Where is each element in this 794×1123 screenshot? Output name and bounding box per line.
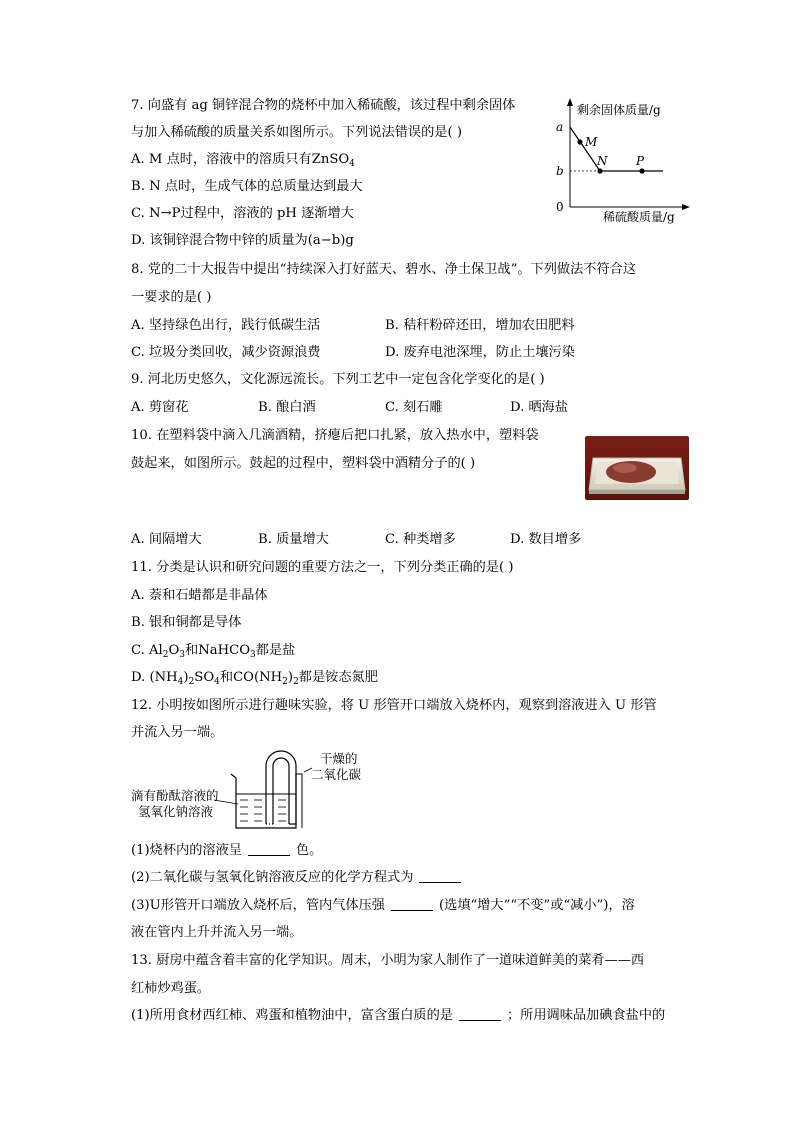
q7-stem-line1: 7. 向盛有 ag 铜锌混合物的烧杯中加入稀硫酸，该过程中剩余固体	[131, 98, 516, 113]
q11-c-part: 和NaHCO	[185, 643, 251, 658]
q12-part3-line2: 液在管内上升并流入另一端。	[131, 925, 303, 940]
graph-m-label: M	[585, 135, 598, 149]
q8-option-c: C. 垃圾分类回收，减少资源浪费	[131, 345, 321, 360]
q12-part3-text: (3)U形管开口端放入烧杯后，管内气体压强	[131, 898, 385, 913]
q9-option-a: A. 剪窗花	[131, 400, 189, 415]
q13-part1	[131, 1007, 665, 1025]
q9-option-b: B. 酿白酒	[258, 400, 316, 415]
q11-option-b: B. 银和铜都是导体	[131, 615, 242, 630]
diagram-label-co2-2: 二氧化碳	[311, 767, 362, 782]
q7-option-d: D. 该铜锌混合物中锌的质量为(a−b)g	[131, 233, 354, 248]
q10-option-b: B. 质量增大	[258, 532, 329, 547]
q11-option-c	[131, 642, 295, 664]
q12-part3-text-end: (选填“增大”“不变”或“减小”)，溶	[438, 898, 635, 913]
q12-part2-blank[interactable]	[419, 870, 461, 883]
q12-part2	[131, 869, 467, 887]
q12-part1-text-end: 色。	[296, 843, 323, 858]
q11-c-part: C. Al	[131, 643, 163, 658]
q8-option-b: B. 秸秆粉碎还田，增加农田肥料	[385, 318, 575, 333]
q7-graph	[545, 92, 695, 227]
q11-d-part: 和CO(NH	[219, 670, 283, 685]
q11-d-part: SO	[194, 670, 215, 685]
q11-c-sub: 3	[179, 650, 186, 660]
q13-stem-line2: 红柿炒鸡蛋。	[131, 981, 211, 996]
q11-c-sub: 2	[162, 650, 169, 660]
graph-point-n	[597, 168, 602, 173]
q11-option-d	[131, 669, 378, 691]
plastic-bag-photo	[585, 436, 689, 500]
q12-apparatus-diagram	[128, 744, 378, 834]
q13-stem-line1: 13. 厨房中蕴含着丰富的化学知识。周末，小明为家人制作了一道味道鲜美的菜肴——西	[131, 953, 645, 968]
graph-point-m	[577, 139, 582, 144]
q12-part3	[131, 897, 635, 915]
q11-c-sub: 3	[250, 650, 256, 660]
q10-stem-line1: 10. 在塑料袋中滴入几滴酒精，挤瘪后把口扎紧，放入热水中，塑料袋	[131, 428, 539, 443]
q8-stem-line1: 8. 党的二十大报告中提出“持续深入打好蓝天、碧水、净土保卫战”。下列做法不符合这	[131, 262, 637, 277]
beaker-right-wall	[296, 774, 302, 828]
q11-c-part: 都是盐	[255, 643, 296, 658]
q10-stem-line2: 鼓起来，如图所示。鼓起的过程中，塑料袋中酒精分子的( )	[131, 456, 476, 471]
q11-d-part: D. (NH	[131, 670, 178, 685]
plastic-bag-photo-art	[585, 436, 689, 500]
q7-stem-line2: 与加入稀硫酸的质量关系如图所示。下列说法错误的是( )	[131, 125, 462, 140]
q11-option-a: A. 萘和石蜡都是非晶体	[131, 588, 268, 603]
q11-stem: 11. 分类是认识和研究问题的重要方法之一，下列分类正确的是( )	[131, 560, 514, 575]
q11-d-sub: 2	[282, 677, 288, 687]
q12-part1-blank[interactable]	[248, 843, 290, 856]
q7-option-a-text: A. M 点时，溶液中的溶质只有ZnSO	[131, 152, 350, 167]
q13-part1-blank[interactable]	[459, 1008, 501, 1021]
graph-origin-label: 0	[556, 200, 564, 214]
q11-d-part: )	[287, 670, 294, 685]
q12-part1-text: (1)烧杯内的溶液呈	[131, 843, 242, 858]
q10-option-c: C. 种类增多	[385, 532, 456, 547]
diagram-label-solution-1: 滴有酚酞溶液的	[131, 788, 219, 803]
graph-b-label: b	[556, 164, 564, 178]
graph-a-label: a	[556, 120, 564, 134]
graph-x-label: 稀硫酸质量/g	[603, 210, 675, 224]
q12-part2-text: (2)二氧化碳与氢氧化钠溶液反应的化学方程式为	[131, 870, 414, 885]
graph-point-p	[639, 168, 644, 173]
q11-c-part: O	[168, 643, 180, 658]
graph-y-arrow	[567, 98, 573, 106]
q11-d-sub: 4	[214, 677, 220, 687]
q9-option-d: D. 晒海盐	[510, 400, 569, 415]
q10-option-a: A. 间隔增大	[131, 532, 202, 547]
graph-curve	[570, 127, 663, 171]
graph-y-label: 剩余固体质量/g	[577, 103, 661, 117]
q7-option-a	[131, 151, 355, 173]
q7-option-c: C. N→P过程中，溶液的 pH 逐渐增大	[131, 206, 354, 221]
q11-d-part: 都是铵态氮肥	[298, 670, 378, 685]
diagram-label-solution-2: 氢氧化钠溶液	[138, 804, 214, 819]
q11-d-part: )	[183, 670, 189, 685]
q10-option-d: D. 数目增多	[510, 532, 582, 547]
graph-x-arrow	[682, 204, 690, 210]
q8-stem-line2: 一要求的是( )	[131, 290, 212, 305]
q8-option-d: D. 废弃电池深埋，防止土壤污染	[385, 345, 575, 360]
q8-option-a: A. 坚持绿色出行，践行低碳生活	[131, 318, 321, 333]
q7-option-b: B. N 点时，生成气体的总质量达到最大	[131, 179, 363, 194]
q9-option-c: C. 刻石雕	[385, 400, 443, 415]
q9-stem: 9. 河北历史悠久，文化源远流长。下列工艺中一定包含化学变化的是( )	[131, 372, 545, 387]
q12-part1	[131, 842, 322, 860]
q11-d-sub: 2	[293, 677, 299, 687]
q13-part1-text: (1)所用食材西红柿、鸡蛋和植物油中，富含蛋白质的是	[131, 1008, 453, 1023]
q12-stem-line1: 12. 小明按如图所示进行趣味实验，将 U 形管开口端放入烧杯内，观察到溶液进入 U 形管	[131, 698, 657, 713]
diagram-label-co2-1: 干燥的	[320, 751, 358, 766]
q11-d-sub: 4	[177, 677, 184, 687]
graph-n-label: N	[597, 154, 608, 168]
q11-d-sub: 2	[188, 677, 195, 687]
graph-p-label: P	[636, 154, 645, 168]
q13-part1-text-end: ；所用调味品加碘食盐中的	[507, 1008, 666, 1023]
q12-part3-blank[interactable]	[391, 898, 433, 911]
q7-option-a-sub: 4	[349, 159, 355, 169]
q12-stem-line2: 并流入另一端。	[131, 725, 224, 740]
